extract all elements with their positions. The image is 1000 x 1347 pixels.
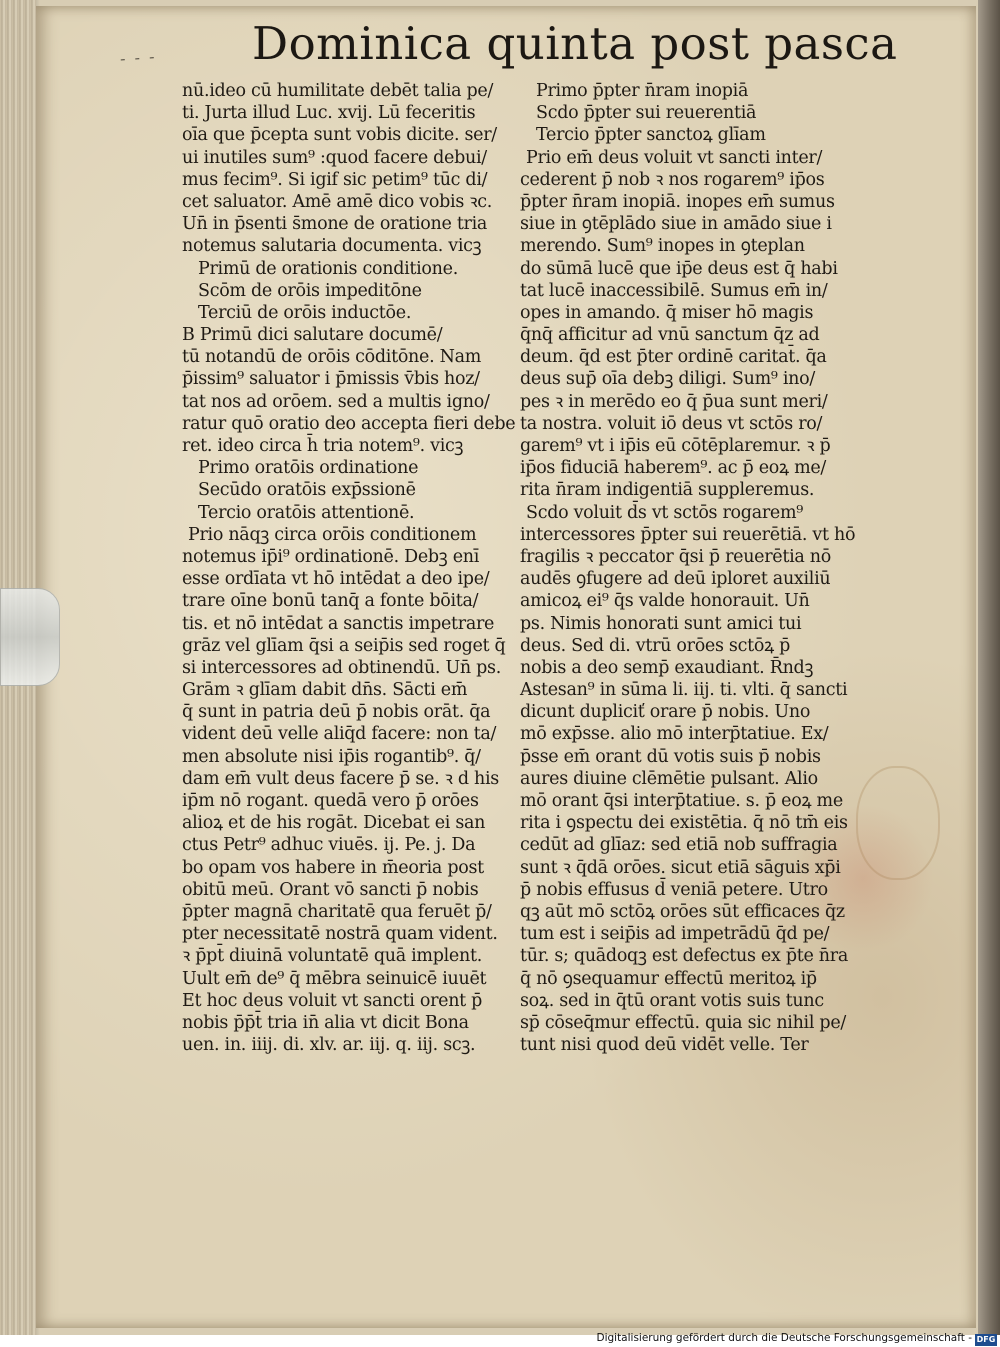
text-line: ip̄os fiduciā haberem⁹. ac p̄ eoꝝ me/ (520, 458, 827, 479)
page-clip (0, 588, 60, 686)
text-line: dicunt dupliciť orare p̄ nobis. Uno (520, 702, 811, 723)
text-line: tum est i seip̄is ad impetrādū q̄d pe/ (520, 924, 830, 945)
text-line: rita n̄ram indigentiā suppleremus. (520, 480, 815, 501)
water-stain (856, 766, 940, 880)
text-line: q̄nq̄ afficitur ad vnū sanctum q̄z ad (520, 325, 820, 346)
text-line: tis. et nō intēdat a sanctis impetrare (182, 613, 495, 634)
text-line: deus sup̄ oīa debꝫ diligi. Sum⁹ ino/ (520, 369, 815, 390)
text-line: siue in ꝯtēplādo siue in amādo siue i (520, 214, 832, 235)
text-line: opes in amando. q̄ miser hō magis (520, 302, 814, 323)
text-line: notemus ip̄i⁹ ordinationē. Debꝫ enī (182, 546, 480, 567)
text-line: p̄issim⁹ saluator i p̄missis v̄bis hoz/ (182, 369, 480, 390)
text-line: ui inutiles sum⁹ :quod facere debui/ (182, 147, 487, 168)
text-line: grāz vel glīam q̄si a seip̄is sed roget q̄ (182, 635, 506, 656)
text-line: alioꝝ et de his rogāt. Dicebat ei san (182, 813, 486, 834)
text-line: mus fecim⁹. Si igif sic petim⁹ tūc di/ (182, 169, 488, 190)
text-line: q̄ sunt in patria deū p̄ nobis orāt. q̄a (182, 702, 491, 723)
text-line: Primo oratōis ordinatione (198, 458, 419, 479)
text-line: garem⁹ vt i ip̄is eū cōtēplaremur. ꝛ p̄ (520, 436, 831, 456)
text-line: q̄ nō ꝯsequamur effectū meritoꝝ ip̄ (520, 968, 817, 989)
text-line: esse ordīata vt hō intēdat a deo ipe/ (182, 569, 490, 590)
text-column-left (182, 80, 527, 1056)
running-head (252, 14, 898, 74)
text-line: sunt ꝛ q̄dā orōes. sicut etiā sāguis xp̄i (520, 857, 841, 878)
text-line: tūr. s; quādoqꝫ est defectus ex p̄te n̄ra (520, 946, 848, 967)
text-line: Tercio oratōis attentionē. (198, 502, 415, 523)
text-line: Secūdo oratōis exp̄ssionē (198, 480, 416, 501)
text-line: fragilis ꝛ peccator q̄si p̄ reuerētia nō (520, 546, 831, 567)
text-column-right (520, 80, 862, 1056)
text-line: Scdo p̄pter sui reuerentiā (536, 103, 757, 124)
text-line: bo opam vos habere in m̄eoria post (182, 857, 484, 878)
text-line: p̄pter n̄ram inopiā. inopes em̄ sumus (520, 191, 835, 212)
text-line: deus. Sed di. vtrū orōes sctōꝝ p̄ (520, 635, 791, 656)
text-line: Terciū de orōis inductōe. (198, 302, 412, 323)
text-line: Grām ꝛ glīam dabit dn̄s. Sācti em̄ (182, 680, 468, 701)
text-line: tat nos ad orōem. sed a multis igno/ (182, 391, 490, 412)
text-line: uen. in. iiij. di. xlv. ar. iij. q. iij. scꝫ. (182, 1035, 476, 1056)
text-line: men absolute nisi ip̄is rogantib⁹. q̄/ (182, 746, 481, 767)
text-line: sp̄ cōseq̄mur effectū. quia sic nihil pe/ (520, 1012, 846, 1033)
text-line: p̄pter magnā charitatē qua feruēt p̄/ (182, 901, 492, 922)
text-line: aures diuine clēmētie pulsant. Alio (520, 768, 818, 789)
text-line: pter necessitatē nostrā quam vident. (182, 924, 498, 945)
text-line: rita i ꝯspectu dei existētia. q̄ nō tm̄ eis (520, 813, 848, 834)
text-line: nobis a deo semp̄ exaudiant. R̄ndꝫ (520, 657, 814, 678)
text-line: cedūt ad glīaz: sed etiā nob suffragia (520, 835, 838, 856)
text-line: obitū meū. Orant vō sancti p̄ nobis (182, 879, 479, 900)
text-line: qꝫ aūt mō sctōꝝ orōes sūt efficaces q̄z (520, 901, 845, 922)
text-line: soꝝ. sed in q̄tū orant votis suis tunc (520, 990, 824, 1011)
text-line: oīa que p̄cepta sunt vobis dicite. ser/ (182, 125, 497, 146)
text-line: notemus salutaria documenta. vicꝫ (182, 236, 482, 257)
running-head-text: Dominica quinta post pasca (252, 17, 898, 70)
text-line: Prio nāqꝫ circa orōis conditionem (188, 524, 477, 545)
text-line: ꝛ p̄pt̄ diuinā voluntatē quā implent. (182, 946, 482, 967)
text-line: nū.ideo cū humilitate debēt talia pe/ (182, 81, 494, 101)
text-line: Primo p̄pter n̄ram inopiā (536, 81, 749, 101)
text-line: mō exp̄sse. alio mō interp̄tatiue. Ex/ (520, 724, 829, 745)
text-line: tat lucē inaccessibilē. Sumus em̄ in/ (520, 280, 828, 301)
text-line: deum. q̄d est p̄ter ordinē caritat̄. q̄a (520, 347, 827, 368)
text-line: amicoꝝ ei⁹ q̄s valde honorauit. Un̄ (520, 591, 810, 612)
book-cover-edge (978, 0, 1000, 1335)
text-line: Astesan⁹ in sūma li. iij. ti. vlti. q̄ sancti (520, 680, 848, 701)
text-line: Et hoc deus voluit vt sancti orent p̄ (182, 990, 483, 1011)
text-line: Tercio p̄pter sanctoꝝ glīam (536, 125, 766, 146)
text-line: ti. Jurta illud Luc. xvij. Lū feceritis (182, 103, 476, 124)
text-line: Prio em̄ deus voluit vt sancti inter/ (526, 147, 823, 168)
text-line: ps. Nimis honorati sunt amici tui (520, 613, 802, 634)
text-line: tū notandū de orōis cōditōne. Nam (182, 347, 482, 368)
text-line: cet saluator. Amē amē dico vobis ꝛc. (182, 191, 493, 212)
footer-credit: Digitalisierung gefördert durch die Deutsche Forschungsgemeinschaft - (596, 1332, 972, 1344)
text-line: nobis p̄p̄t̄ tria in̄ alia vt dicit Bona (182, 1012, 469, 1033)
text-line: Uult em̄ de⁹ q̄ mēbra seinuicē iuuēt (182, 968, 487, 989)
text-line: tunt nisi quod deū vidēt velle. Ter (520, 1035, 809, 1056)
text-line: p̄ nobis effusus d̄ veniā petere. Utro (520, 879, 828, 900)
text-line: do sūmā lucē que ip̄e deus est q̄ habi (520, 258, 838, 279)
text-line: audēs ꝯfugere ad deū iploret auxiliū (520, 569, 831, 590)
text-line: trare oīne bonū tanq̄ a fonte bōita/ (182, 591, 479, 612)
text-line: p̄sse em̄ orant dū votis suis p̄ nobis (520, 746, 821, 767)
text-line: si intercessores ad obtinendū. Un̄ ps. (182, 657, 501, 678)
text-line: cederent p̄ nob ꝛ nos rogarem⁹ ip̄os (520, 169, 825, 190)
margin-pencil-mark: - - - (119, 46, 158, 69)
text-line: pes ꝛ in merēdo eo q̄ p̄ua sunt meri/ (520, 391, 828, 412)
text-line: intercessores p̄pter sui reuerētiā. vt hō (520, 524, 856, 545)
text-line: B Primū dici salutare documē/ (182, 325, 443, 346)
text-line: ip̄m nō rogant. quedā vero p̄ orōes (182, 791, 479, 811)
text-line: Primū de orationis conditione. (198, 258, 458, 279)
text-line: Un̄ in p̄senti s̄mone de oratione tria (182, 214, 488, 235)
text-line: ret. ideo circa h̄ tria notem⁹. vicꝫ (182, 436, 464, 456)
text-line: ctus Petr⁹ adhuc viuēs. ij. Pe. j. Da (182, 835, 476, 856)
text-line: Scdo voluit d̄s vt sctōs rogarem⁹ (526, 502, 803, 523)
text-line: merendo. Sum⁹ inopes in ꝯteplan (520, 236, 805, 257)
text-line: vident deū velle aliq̄d facere: non ta/ (182, 724, 497, 745)
text-line: ta nostra. voluit iō deus vt sctōs ro/ (520, 413, 823, 434)
text-line: mō orant q̄si interp̄tatiue. s. p̄ eoꝝ me (520, 791, 843, 811)
text-line: ratur quō oratio deo accepta fieri debe (182, 413, 516, 434)
text-line: Scōm de orōis impeditōne (198, 280, 422, 301)
text-line: dam em̄ vult deus facere p̄ se. ꝛ d his (182, 768, 499, 789)
dfg-logo: DFG (976, 1335, 996, 1344)
